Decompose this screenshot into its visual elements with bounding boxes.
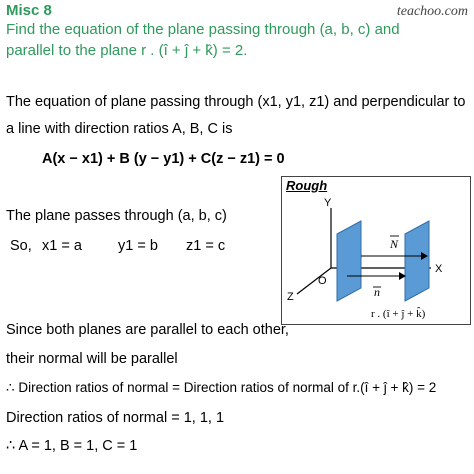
axis-z-label: Z: [287, 291, 294, 303]
axis-x-label: X: [435, 263, 443, 275]
problem-title: Misc 8: [6, 2, 52, 19]
body-line-1: The equation of plane passing through (x1, y1, z1) and perpendicular to: [6, 94, 466, 110]
vector-n-label: n: [374, 285, 380, 299]
brand-logo: teachoo.com: [396, 4, 468, 19]
vector-N-label: N: [390, 237, 399, 251]
plane-right: [405, 221, 429, 301]
body-line-3: The plane passes through (a, b, c): [6, 208, 227, 224]
axis-y-label: Y: [324, 197, 332, 209]
rough-diagram: [281, 176, 469, 323]
plane-left: [337, 221, 361, 301]
plane-formula: A(x − x1) + B (y − y1) + C(z − z1) = 0: [42, 151, 285, 167]
question-line-1: Find the equation of the plane passing through (a, b, c) and: [6, 21, 400, 38]
so-z1: z1 = c: [186, 238, 226, 254]
question-line-2: parallel to the plane r . (î + ĵ + k̂) = 2.: [6, 42, 248, 59]
body-line-5: their normal will be parallel: [6, 351, 178, 367]
body-line-8: ∴ A = 1, B = 1, C = 1: [6, 438, 138, 454]
so-y1: y1 = b: [118, 238, 158, 254]
rough-title: Rough: [286, 178, 328, 193]
so-label: So,: [10, 238, 32, 254]
rough-plane-eq: r . (î + ĵ + k̂): [371, 308, 426, 320]
origin-label: O: [318, 275, 327, 287]
body-line-2: a line with direction ratios A, B, C is: [6, 121, 233, 137]
body-line-7: Direction ratios of normal = 1, 1, 1: [6, 410, 225, 426]
body-line-4: Since both planes are parallel to each other,: [6, 322, 289, 338]
body-line-6: ∴ Direction ratios of normal = Direction ratios of normal of r.(î + ĵ + k̂) = 2: [6, 380, 437, 395]
so-x1: x1 = a: [42, 238, 82, 254]
